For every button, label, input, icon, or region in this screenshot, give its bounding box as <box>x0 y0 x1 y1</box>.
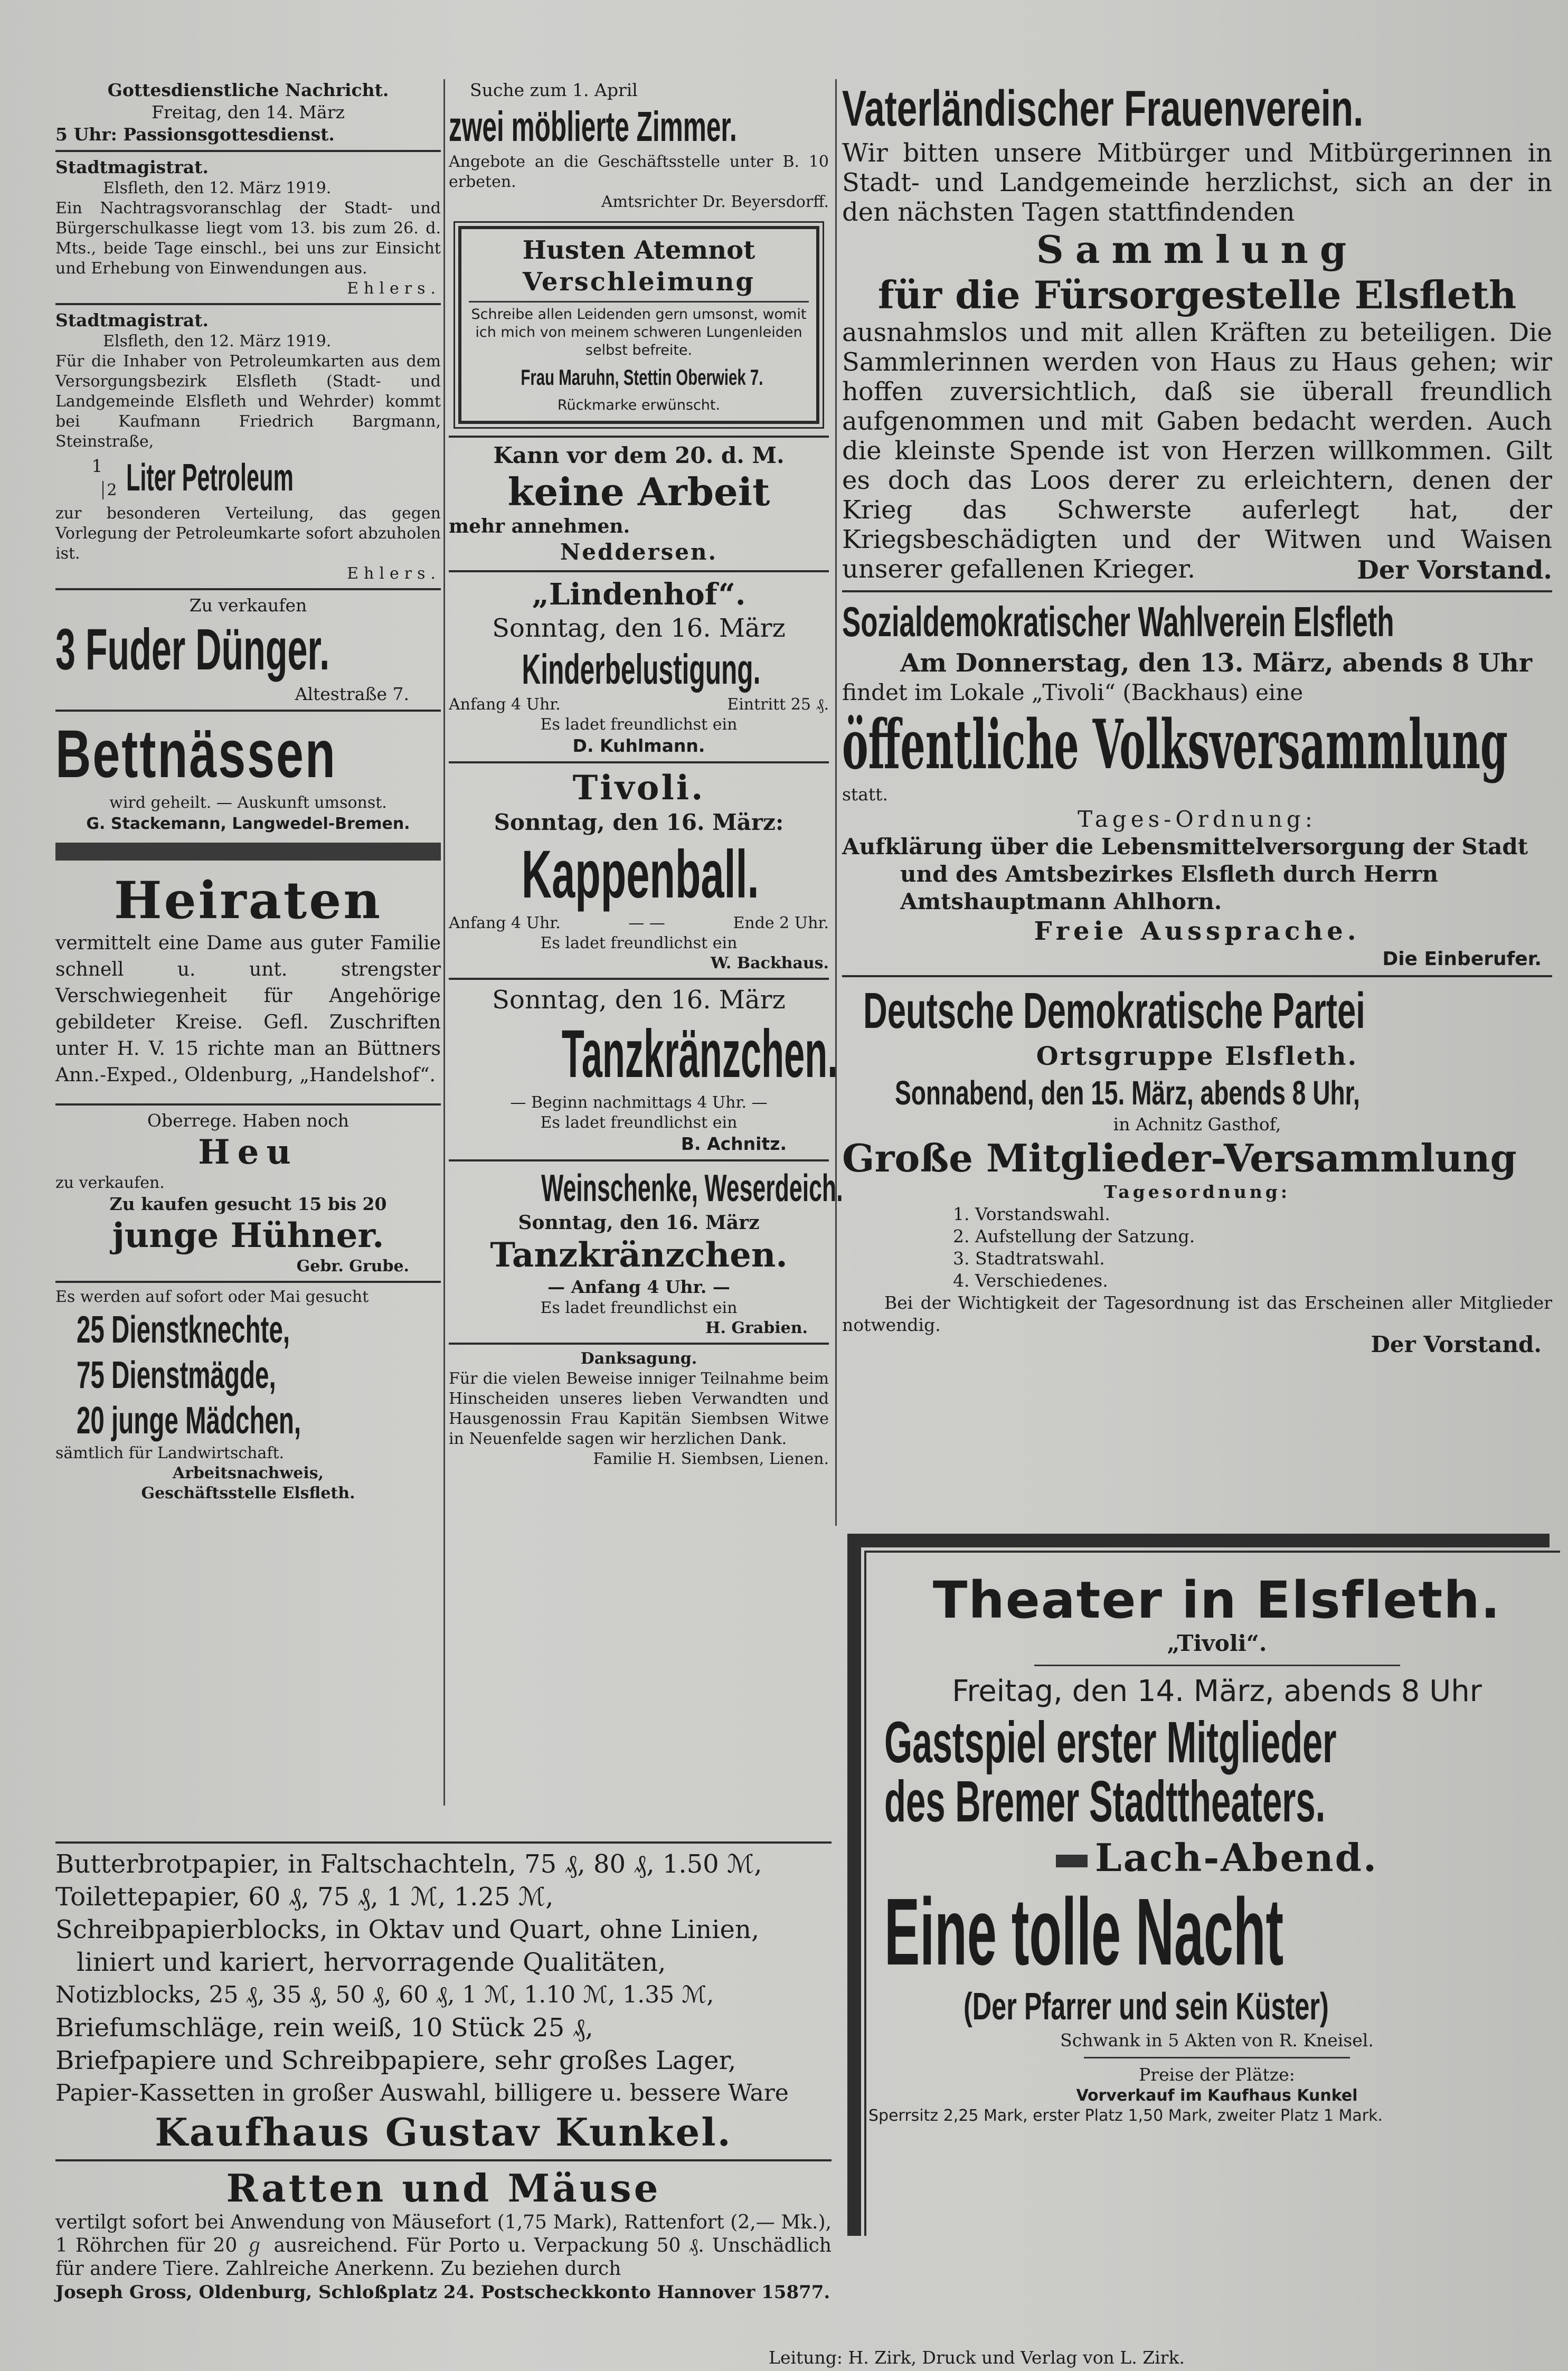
tanzkraenzchen-headline: Tanzkränzchen. <box>561 1016 838 1092</box>
ddp-date: Sonnabend, den 15. März, abends 8 Uhr, <box>895 1074 1360 1112</box>
magistrat-notice-2 <box>55 309 441 584</box>
column-middle <box>449 79 843 1469</box>
heiraten-headline: Heiraten <box>114 871 383 930</box>
theater-subtitle: (Der Pfarrer und sein Küster) <box>964 1986 1329 2028</box>
ad-line: Es werden auf sofort oder Mai gesucht <box>55 1288 369 1306</box>
event-date: Sonntag, den 16. März: <box>494 809 784 835</box>
event-times <box>449 695 829 715</box>
ddp-item: 1. Vorstandswahl. <box>953 1204 1110 1224</box>
spd-headline: Sozialdemokratischer Wahlverein Elsfleth <box>842 598 1394 645</box>
tanzkraenzchen-headline: Tanzkränzchen. <box>490 1235 788 1275</box>
church-service: 5 Uhr: Passionsgottesdienst. <box>55 124 335 145</box>
kunkel-sign: Kaufhaus Gustav Kunkel. <box>155 2110 732 2155</box>
bettnaessen-ad <box>55 716 441 835</box>
ddp-sub: Ortsgruppe Elsfleth. <box>1036 1042 1358 1071</box>
fraction-numerator: 1 <box>91 456 103 476</box>
column-rule <box>835 79 837 1526</box>
ddp-item: 3. Stadtratswahl. <box>953 1248 1105 1269</box>
ad-sign: Neddersen. <box>560 539 718 565</box>
zimmer-headline: zwei möblierte Zimmer. <box>449 103 737 150</box>
zimmer-ad <box>449 79 829 212</box>
lindenhof-ad <box>449 577 829 757</box>
ad-sign: Amtsrichter Dr. Beyersdorff. <box>601 193 829 211</box>
dienst-item: 75 Dienstmägde, <box>77 1354 276 1396</box>
kunkel-line: Briefpapiere und Schreibpapiere, sehr großes Lager, <box>55 2046 736 2075</box>
divider <box>842 590 1552 592</box>
ddp-note: Bei der Wichtigkeit der Tagesordnung ist das Erscheinen aller Mitglieder notwendig. <box>842 1292 1552 1335</box>
notice-title: Stadtmagistrat. <box>55 310 209 330</box>
divider <box>1084 2057 1350 2058</box>
ratten-sign: Joseph Gross, Oldenburg, Schloßplatz 24. Postscheckkonto Hannover 15877. <box>55 2282 830 2303</box>
sammlung-headline: Sammlung <box>1036 227 1358 272</box>
theater-content <box>868 1565 1550 2126</box>
theater-lach <box>884 1835 1550 1881</box>
spd-statt: statt. <box>842 784 888 805</box>
duenger-ad <box>55 594 441 705</box>
theater-presale: Vorverkauf im Kaufhaus Kunkel <box>1076 2086 1358 2105</box>
ad-line: Kann vor dem 20. d. M. <box>493 442 785 468</box>
theater-venue: „Tivoli“. <box>1167 1630 1267 1656</box>
event-date: Sonntag, den 16. März <box>492 613 786 643</box>
dienst-ad <box>55 1287 441 1504</box>
church-title: Gottesdienstliche Nachricht. <box>107 80 389 100</box>
lindenhof-headline: Kinderbelustigung. <box>522 646 761 693</box>
theater-title: Eine tolle Nacht <box>884 1879 1284 1985</box>
dienst-item: 20 junge Mädchen, <box>77 1400 301 1442</box>
ddp-ad <box>842 981 1552 1358</box>
bettnaessen-headline: Bettnässen <box>55 716 337 792</box>
divider <box>55 1281 441 1283</box>
dank-body: Für die vielen Beweise inniger Teilnahme beim Hinscheiden unseres lieben Verwandten und Hausgenossin Frau Kapitän Siembsen Witwe in Neuenfelde sagen wir herzlichen Dank. <box>449 1369 829 1448</box>
kunkel-line: Butterbrotpapier, in Faltschachteln, 75 ₰, 80 ₰, 1.50 ℳ, <box>55 1849 762 1879</box>
event-start: Anfang 4 Uhr. <box>449 695 561 714</box>
event-dash: — — <box>628 914 665 932</box>
danksagung <box>449 1349 829 1469</box>
tivoli-title: Tivoli. <box>572 768 705 808</box>
kunkel-line: Schreibpapierblocks, in Oktav und Quart, ohne Linien, <box>55 1915 760 1944</box>
theater-headline: Theater in Elsfleth. <box>932 1571 1501 1630</box>
ad-pre: Zu verkaufen <box>189 595 307 616</box>
event-times <box>449 913 829 933</box>
divider <box>55 710 441 712</box>
ad-invite: Es ladet freundlichst ein <box>540 1113 738 1132</box>
tivoli-ad <box>449 768 829 974</box>
spd-topic: Amtshauptmann Ahlhorn. <box>900 889 1222 914</box>
kappenball-headline: Kappenball. <box>521 837 759 912</box>
petroleum-line <box>55 455 441 500</box>
husten-headline: Verschleimung <box>523 267 755 297</box>
divider <box>55 588 441 590</box>
petroleum-headline: Liter Petroleum <box>126 457 294 499</box>
fraction-denominator: 2 <box>102 481 120 499</box>
notice-date: Elsfleth, den 12. März 1919. <box>103 332 332 351</box>
ad-tail: sämtlich für Landwirtschaft. <box>55 1444 285 1462</box>
ad-sign: Gebr. Grube. <box>296 1257 409 1276</box>
ad-sign: Der Vorstand. <box>1357 555 1552 585</box>
theater-prices: Sperrsitz 2,25 Mark, erster Platz 1,50 Mark, zweiter Platz 1 Mark. <box>868 2106 1383 2125</box>
theater-genre: Schwank in 5 Akten von R. Kneisel. <box>1060 2030 1374 2051</box>
church-date: Freitag, den 14. März <box>152 102 345 122</box>
ratten-body: vertilgt sofort bei Anwendung von Mäusefort (1,75 Mark), Rattenfort (2,— Mk.), 1 Röhrchen für 20 ℊ ausreichend. Für Porto u. Verpackung 50 ₰. Unschädlich für andere Tiere. Zahlreiche Anerkenn. Zu beziehen durch <box>55 2212 832 2280</box>
husten-headline: Husten Atemnot <box>522 235 755 265</box>
ad-invite: Es ladet freundlichst ein <box>540 1299 738 1317</box>
kunkel-line: liniert und kariert, hervorragende Qualitäten, <box>77 1948 666 1977</box>
ad-body: Angebote an die Geschäftsstelle unter B. 10 erbeten. <box>449 153 829 191</box>
theater-date: Freitag, den 14. März, abends 8 Uhr <box>952 1674 1482 1708</box>
notice-body: Ein Nachtragsvoranschlag der Stadt- und Bürgerschulkasse liegt vom 13. bis zum 26. d. Mts., beide Tage einschl., bei uns zur Einsicht und Erhebung von Einwendungen aus. <box>55 199 441 278</box>
theater-line: Gastspiel erster Mitglieder <box>884 1710 1337 1775</box>
frauenverein-ad <box>842 79 1552 586</box>
notice-sign: Ehlers. <box>347 564 441 583</box>
event-end: Ende 2 Uhr. <box>733 914 829 932</box>
column-left <box>55 79 441 1504</box>
lindenhof-title: „Lindenhof“. <box>532 577 746 612</box>
heu-headline: Heu <box>198 1132 298 1172</box>
ad-tail: zu verkaufen. <box>55 1174 165 1192</box>
divider <box>55 1841 832 1844</box>
duenger-headline: 3 Fuder Dünger. <box>55 617 330 682</box>
dank-title: Danksagung. <box>580 1349 697 1368</box>
arbeit-ad <box>449 442 829 566</box>
divider-bar <box>55 843 441 861</box>
spd-line: findet im Lokale „Tivoli“ (Backhaus) eine <box>842 679 1303 705</box>
spd-agenda: Tages-Ordnung: <box>1078 806 1317 832</box>
ad-addr: G. Stackemann, Langwedel-Bremen. <box>86 815 410 833</box>
heiraten-ad <box>55 871 441 1089</box>
column-rule <box>443 79 445 1806</box>
spd-big: öffentliche Volksversammlung <box>842 705 1508 785</box>
weserdeich-title: Weinschenke, Weserdeich. <box>541 1167 843 1210</box>
fuersorge-headline: für die Fürsorgestelle Elsfleth <box>877 272 1517 317</box>
dank-sign: Familie H. Siembsen, Lienen. <box>593 1450 829 1468</box>
kunkel-ad <box>55 1837 832 2304</box>
ad-sign: Der Vorstand. <box>1371 1331 1542 1357</box>
ad-sign: Geschäftsstelle Elsfleth. <box>141 1484 355 1503</box>
dienst-item: 25 Dienstknechte, <box>77 1309 290 1351</box>
ad-body: vermittelt eine Dame aus guter Familie schnell u. unt. strengster Verschwiegenheit für Angehörige gebildeter Kreise. Gefl. Zuschriften unter H. V. 15 richte man an Büttners Ann.-Exped., Oldenburg, „Handelshof“. <box>55 932 441 1086</box>
ddp-item: 4. Verschiedenes. <box>953 1270 1108 1291</box>
divider <box>55 303 441 305</box>
divider <box>55 1103 441 1106</box>
ddp-item: 2. Aufstellung der Satzung. <box>953 1226 1195 1246</box>
notice-body: zur besonderen Verteilung, das gegen Vorlegung der Petroleumkarte sofort abzuholen ist. <box>55 504 441 563</box>
event-start: Anfang 4 Uhr. <box>449 914 561 932</box>
ad-sign: H. Grabien. <box>705 1319 808 1337</box>
ad-line: Suche zum 1. April <box>470 80 638 100</box>
ad-addr: Altestraße 7. <box>295 684 409 704</box>
ddp-agenda: Tagesordnung: <box>1103 1182 1291 1202</box>
kunkel-line: Briefumschläge, rein weiß, 10 Stück 25 ₰, <box>55 2013 593 2043</box>
notice-date: Elsfleth, den 12. März 1919. <box>103 179 332 197</box>
huehner-headline: junge Hühner. <box>112 1216 384 1255</box>
achnitz-ad <box>449 984 838 1155</box>
divider <box>449 1159 829 1161</box>
frauenverein-body: ausnahmslos und mit allen Kräften zu beteiligen. Die Sammlerinnen werden von Haus zu Haus gehen; wir hoffen zuversichtlich, daß sie überall freundlich aufgenommen und mit Gaben bedacht werden. Auch die kleinste Spende ist von Herzen willkommen. Gilt es doch das Loos derer zu erleichtern, denen der Krieg das Schwerste auferlegt hat, der Kriegsbeschädigten und der Witwen und Waisen unserer gefallenen Krieger. <box>842 318 1552 584</box>
ratten-headline: Ratten und Mäuse <box>226 2166 661 2211</box>
spd-topic: Aufklärung über die Lebensmittelversorgung der Stadt <box>842 834 1528 859</box>
ddp-headline: Deutsche Demokratische Partei <box>863 983 1365 1039</box>
theater-line: des Bremer Stadttheaters. <box>884 1769 1326 1834</box>
ddp-place: in Achnitz Gasthof, <box>1113 1114 1281 1135</box>
frauenverein-headline: Vaterländischer Frauenverein. <box>842 80 1364 137</box>
theater-lach-text: Lach-Abend. <box>1094 1835 1378 1880</box>
ad-sign: Arbeitsnachweis, <box>172 1464 324 1482</box>
husten-ad <box>458 226 819 424</box>
spd-free: Freie Aussprache. <box>1034 917 1361 946</box>
kunkel-line: Notizblocks, 25 ₰, 35 ₰, 50 ₰, 60 ₰, 1 ℳ, 1.10 ℳ, 1.35 ℳ, <box>55 1981 714 2008</box>
divider <box>55 150 441 152</box>
divider <box>469 301 809 303</box>
frauenverein-body: Wir bitten unsere Mitbürger und Mitbürgerinnen in Stadt- und Landgemeinde herzlichst, sich an der in den nächsten Tagen stattfindenden <box>842 138 1552 227</box>
heu-ad <box>55 1110 441 1193</box>
church-notice <box>55 79 441 146</box>
ad-invite: Es ladet freundlichst ein <box>540 715 738 734</box>
ad-invite: Es ladet freundlichst ein <box>540 934 738 952</box>
arbeit-headline: keine Arbeit <box>507 469 770 514</box>
magistrat-notice-1 <box>55 156 441 299</box>
weserdeich-ad <box>449 1166 843 1338</box>
kunkel-line: Papier-Kassetten in großer Auswahl, billigere u. bessere Ware <box>55 2080 789 2106</box>
ornament <box>1056 1855 1088 1867</box>
ad-note: Rückmarke erwünscht. <box>557 397 721 413</box>
huehner-ad <box>55 1193 441 1277</box>
event-date: Sonntag, den 16. März <box>518 1212 760 1234</box>
divider <box>55 2159 832 2161</box>
ad-body: wird geheilt. — Auskunft umsonst. <box>109 794 387 812</box>
spd-topic: und des Amtsbezirkes Elsfleth durch Herrn <box>900 861 1438 887</box>
spd-ad <box>842 597 1552 971</box>
ad-line: — Beginn nachmittags 4 Uhr. — <box>510 1093 768 1112</box>
notice-title: Stadtmagistrat. <box>55 157 209 177</box>
divider <box>449 761 829 763</box>
imprint: Leitung: H. Zirk, Druck und Verlag von L. Zirk. <box>769 2347 1185 2368</box>
column-right <box>842 79 1552 1358</box>
spd-line: Am Donnerstag, den 13. März, abends 8 Uhr <box>900 648 1532 678</box>
ad-line: Zu kaufen gesucht 15 bis 20 <box>109 1194 387 1214</box>
ad-sign: B. Achnitz. <box>681 1133 787 1154</box>
ad-sign: W. Backhaus. <box>710 954 829 972</box>
divider <box>842 975 1552 977</box>
theater-ad <box>847 1534 1550 2236</box>
divider <box>449 978 829 980</box>
ad-body: Schreibe allen Leidenden gern umsonst, womit ich mich von meinem schweren Lungenleiden selbst befreite. <box>471 306 807 358</box>
notice-sign: Ehlers. <box>347 279 441 298</box>
divider <box>449 1343 829 1345</box>
ddp-big: Große Mitglieder-Versammlung <box>842 1136 1517 1180</box>
ad-sign: D. Kuhlmann. <box>572 735 705 756</box>
kunkel-line: Toilettepapier, 60 ₰, 75 ₰, 1 ℳ, 1.25 ℳ, <box>55 1882 554 1912</box>
divider <box>1034 1665 1400 1666</box>
ad-sign: Die Einberufer. <box>1382 948 1542 970</box>
notice-body: Für die Inhaber von Petroleumkarten aus dem Versorgungsbezirk Elsfleth (Stadt- und Landgemeinde Elsfleth und Wehrder) kommt bei Kaufmann Friedrich Bargmann, Steinstraße, <box>55 352 441 451</box>
event-date: Sonntag, den 16. März <box>492 985 786 1015</box>
divider <box>449 436 829 438</box>
divider <box>449 570 829 572</box>
theater-prices-title: Preise der Plätze: <box>1139 2064 1295 2085</box>
event-entry: Eintritt 25 ₰. <box>727 695 829 714</box>
ad-line: mehr annehmen. <box>449 515 630 537</box>
event-start: — Anfang 4 Uhr. — <box>547 1277 730 1297</box>
ad-line: Oberrege. Haben noch <box>147 1110 350 1131</box>
ad-addr: Frau Maruhn, Stettin Oberwiek 7. <box>521 365 763 390</box>
